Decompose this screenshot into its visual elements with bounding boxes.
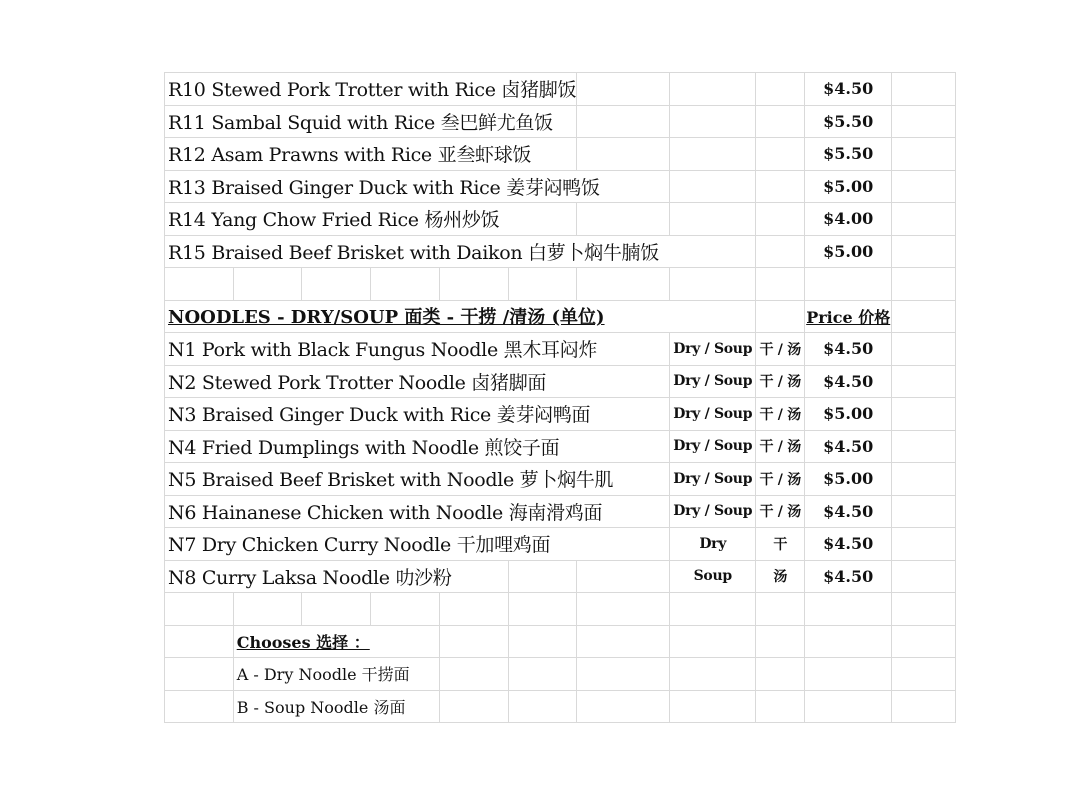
dish-name: R15 Braised Beef Brisket with Daikon 白萝卜焖牛腩饭: [165, 235, 756, 268]
dish-name: R10 Stewed Pork Trotter with Rice 卤猪脚饭: [165, 73, 577, 106]
option-cn: 干 / 汤: [756, 365, 805, 398]
option-cn: 干 / 汤: [756, 495, 805, 528]
option-en: Dry: [670, 528, 756, 561]
dish-name: N8 Curry Laksa Noodle 叻沙粉: [165, 560, 509, 593]
dish-price: $5.00: [805, 398, 892, 431]
table-row[interactable]: [165, 73, 956, 106]
option-en: Dry / Soup: [670, 495, 756, 528]
dish-name: R13 Braised Ginger Duck with Rice 姜芽闷鸭饭: [165, 170, 670, 203]
dish-name: N1 Pork with Black Fungus Noodle 黑木耳闷炸: [165, 333, 670, 366]
choice-row[interactable]: [165, 658, 956, 691]
dish-name: N4 Fried Dumplings with Noodle 煎饺子面: [165, 430, 670, 463]
choice-soup-noodle: B - Soup Noodle 汤面: [233, 690, 439, 723]
table-row[interactable]: [165, 430, 956, 463]
dish-price: $4.50: [805, 430, 892, 463]
option-cn: 汤: [756, 560, 805, 593]
table-row[interactable]: [165, 463, 956, 496]
table-row[interactable]: [165, 560, 956, 593]
table-row[interactable]: [165, 235, 956, 268]
empty-row[interactable]: [165, 268, 956, 301]
option-cn: 干 / 汤: [756, 398, 805, 431]
dish-price: $4.50: [805, 495, 892, 528]
dish-name: R12 Asam Prawns with Rice 亚叁虾球饭: [165, 138, 577, 171]
dish-price: $5.00: [805, 170, 892, 203]
dish-price: $5.00: [805, 463, 892, 496]
dish-price: $4.50: [805, 528, 892, 561]
dish-name: R14 Yang Chow Fried Rice 杨州炒饭: [165, 203, 577, 236]
dish-price: $4.00: [805, 203, 892, 236]
table-row[interactable]: [165, 365, 956, 398]
option-en: Dry / Soup: [670, 333, 756, 366]
choices-header: Chooses 选择 ：: [233, 625, 439, 658]
dish-price: $4.50: [805, 365, 892, 398]
dish-price: $4.50: [805, 73, 892, 106]
option-en: Dry / Soup: [670, 365, 756, 398]
option-en: Dry / Soup: [670, 430, 756, 463]
table-row[interactable]: [165, 138, 956, 171]
option-cn: 干 / 汤: [756, 463, 805, 496]
option-en: Soup: [670, 560, 756, 593]
table-row[interactable]: [165, 170, 956, 203]
table-row[interactable]: [165, 495, 956, 528]
dish-name: R11 Sambal Squid with Rice 叁巴鲜尤鱼饭: [165, 105, 577, 138]
table-row[interactable]: [165, 203, 956, 236]
dish-price: $5.50: [805, 105, 892, 138]
table-row[interactable]: [165, 105, 956, 138]
dish-name: N2 Stewed Pork Trotter Noodle 卤猪脚面: [165, 365, 670, 398]
dish-name: N6 Hainanese Chicken with Noodle 海南滑鸡面: [165, 495, 670, 528]
section-header-row[interactable]: [165, 300, 956, 333]
choices-header-row[interactable]: [165, 625, 956, 658]
option-cn: 干 / 汤: [756, 430, 805, 463]
dish-name: N5 Braised Beef Brisket with Noodle 萝卜焖牛肌: [165, 463, 670, 496]
price-column-header: Price 价格: [805, 300, 892, 333]
menu-spreadsheet: [164, 72, 956, 723]
dish-name: N7 Dry Chicken Curry Noodle 干加哩鸡面: [165, 528, 670, 561]
dish-name: N3 Braised Ginger Duck with Rice 姜芽闷鸭面: [165, 398, 670, 431]
choice-dry-noodle: A - Dry Noodle 干捞面: [233, 658, 439, 691]
table-row[interactable]: [165, 528, 956, 561]
option-cn: 干: [756, 528, 805, 561]
option-en: Dry / Soup: [670, 398, 756, 431]
empty-row[interactable]: [165, 593, 956, 626]
choice-row[interactable]: [165, 690, 956, 723]
noodles-section-title: NOODLES - DRY/SOUP 面类 - 干捞 /清汤 (单位): [165, 300, 756, 333]
dish-price: $5.50: [805, 138, 892, 171]
dish-price: $5.00: [805, 235, 892, 268]
dish-price: $4.50: [805, 333, 892, 366]
menu-table: [164, 72, 956, 723]
option-en: Dry / Soup: [670, 463, 756, 496]
table-row[interactable]: [165, 333, 956, 366]
table-row[interactable]: [165, 398, 956, 431]
dish-price: $4.50: [805, 560, 892, 593]
option-cn: 干 / 汤: [756, 333, 805, 366]
